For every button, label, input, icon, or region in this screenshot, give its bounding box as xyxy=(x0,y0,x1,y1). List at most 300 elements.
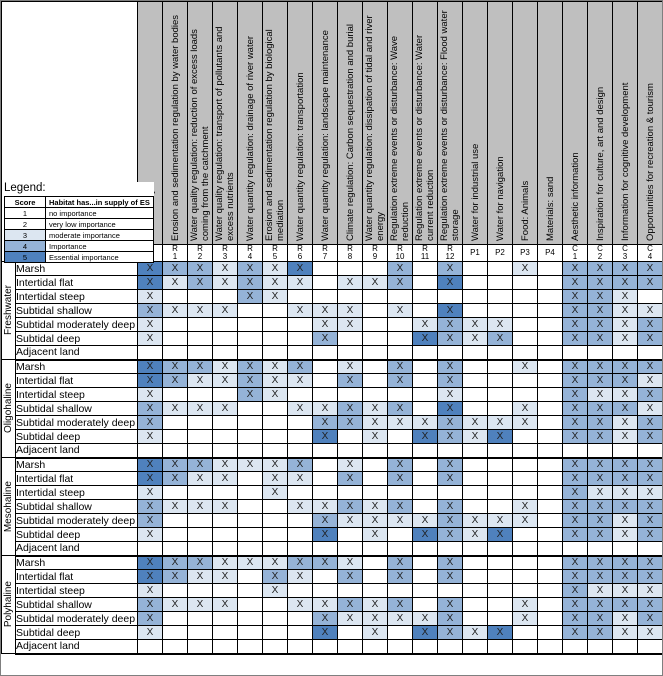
row-label: Intertidal flat xyxy=(16,374,138,388)
matrix-cell-r10: X xyxy=(388,402,413,416)
matrix-cell-r12 xyxy=(438,542,463,556)
habitat-row xyxy=(2,570,663,584)
matrix-cell-c1: X xyxy=(563,514,588,528)
matrix-cell-p1 xyxy=(463,402,488,416)
matrix-cell-p4 xyxy=(538,262,563,276)
matrix-cell-r10 xyxy=(388,444,413,458)
matrix-cell-p2: X xyxy=(488,332,513,346)
matrix-cell-r6: X xyxy=(288,556,313,570)
legend-row xyxy=(5,208,154,219)
matrix-cell-p1: X xyxy=(463,514,488,528)
legend-table xyxy=(4,196,154,263)
matrix-cell-r5: X xyxy=(263,290,288,304)
matrix-cell-c2: X xyxy=(588,304,613,318)
matrix-cell-r7: X xyxy=(313,626,338,640)
matrix-cell-r6 xyxy=(288,346,313,360)
row-label: Subtidal moderately deep xyxy=(16,416,138,430)
matrix-cell-r10 xyxy=(388,528,413,542)
column-code-r4: R 4 xyxy=(238,245,263,262)
matrix-cell-r5 xyxy=(263,346,288,360)
matrix-cell-r9 xyxy=(363,374,388,388)
matrix-cell-r9 xyxy=(363,640,388,654)
matrix-cell-r2 xyxy=(188,626,213,640)
matrix-cell-p2 xyxy=(488,472,513,486)
matrix-cell-c1 xyxy=(563,640,588,654)
matrix-cell-r12: X xyxy=(438,570,463,584)
matrix-cell-r8 xyxy=(338,486,363,500)
matrix-cell-r10 xyxy=(388,430,413,444)
matrix-cell-c1 xyxy=(563,346,588,360)
matrix-cell-r11 xyxy=(413,584,438,598)
matrix-cell-r8: X xyxy=(338,360,363,374)
matrix-cell-r3 xyxy=(213,444,238,458)
matrix-cell-s: X xyxy=(138,318,163,332)
matrix-cell-p3 xyxy=(513,332,538,346)
matrix-cell-p4 xyxy=(538,304,563,318)
matrix-cell-c1: X xyxy=(563,388,588,402)
column-code-c3: C 3 xyxy=(613,245,638,262)
matrix-cell-r7: X xyxy=(313,318,338,332)
matrix-cell-r6 xyxy=(288,318,313,332)
row-label: Subtidal moderately deep xyxy=(16,514,138,528)
matrix-cell-r4 xyxy=(238,430,263,444)
column-code-r2: R 2 xyxy=(188,245,213,262)
matrix-cell-r2 xyxy=(188,388,213,402)
matrix-cell-r4 xyxy=(238,528,263,542)
matrix-cell-r10 xyxy=(388,318,413,332)
matrix-cell-c2: X xyxy=(588,374,613,388)
legend-score: 1 xyxy=(5,208,46,219)
matrix-cell-p2 xyxy=(488,290,513,304)
matrix-cell-c2: X xyxy=(588,262,613,276)
matrix-cell-p1 xyxy=(463,374,488,388)
matrix-cell-r2 xyxy=(188,290,213,304)
column-header-p4: Materials: sand xyxy=(538,2,563,245)
matrix-cell-p1 xyxy=(463,304,488,318)
matrix-cell-r12: X xyxy=(438,528,463,542)
habitat-row xyxy=(2,346,663,360)
matrix-cell-p1: X xyxy=(463,528,488,542)
matrix-cell-r7 xyxy=(313,458,338,472)
matrix-cell-p4 xyxy=(538,430,563,444)
matrix-cell-p1: X xyxy=(463,626,488,640)
matrix-cell-r1 xyxy=(163,318,188,332)
matrix-cell-s: X xyxy=(138,528,163,542)
matrix-cell-r5 xyxy=(263,430,288,444)
row-label: Intertidal flat xyxy=(16,472,138,486)
matrix-cell-c1: X xyxy=(563,486,588,500)
matrix-cell-s: X xyxy=(138,598,163,612)
matrix-cell-r11 xyxy=(413,598,438,612)
matrix-cell-c2: X xyxy=(588,402,613,416)
group-label-mesohaline: Mesohaline xyxy=(2,458,16,556)
matrix-cell-r5 xyxy=(263,612,288,626)
matrix-cell-r5: X xyxy=(263,276,288,290)
matrix-cell-r4: X xyxy=(238,388,263,402)
matrix-cell-p2 xyxy=(488,500,513,514)
matrix-cell-p3: X xyxy=(513,262,538,276)
legend-score: 3 xyxy=(5,230,46,241)
matrix-cell-r7 xyxy=(313,388,338,402)
legend xyxy=(4,182,154,263)
matrix-cell-r12: X xyxy=(438,598,463,612)
matrix-cell-r5: X xyxy=(263,262,288,276)
matrix-cell-c1: X xyxy=(563,626,588,640)
matrix-cell-r10: X xyxy=(388,556,413,570)
matrix-cell-r4: X xyxy=(238,360,263,374)
matrix-cell-r4 xyxy=(238,402,263,416)
matrix-cell-r5: X xyxy=(263,570,288,584)
matrix-cell-r9: X xyxy=(363,276,388,290)
matrix-cell-s: X xyxy=(138,304,163,318)
matrix-cell-c4: X xyxy=(638,416,663,430)
row-label: Subtidal shallow xyxy=(16,304,138,318)
matrix-cell-r12 xyxy=(438,290,463,304)
matrix-cell-r12: X xyxy=(438,430,463,444)
matrix-cell-r2: X xyxy=(188,402,213,416)
matrix-cell-r2 xyxy=(188,486,213,500)
matrix-cell-r11 xyxy=(413,374,438,388)
matrix-cell-r9 xyxy=(363,542,388,556)
matrix-cell-r4: X xyxy=(238,262,263,276)
legend-row xyxy=(5,252,154,263)
matrix-cell-p3: X xyxy=(513,360,538,374)
matrix-cell-r1: X xyxy=(163,262,188,276)
matrix-cell-p3 xyxy=(513,346,538,360)
matrix-cell-c4: X xyxy=(638,556,663,570)
matrix-cell-p3 xyxy=(513,486,538,500)
matrix-cell-r3: X xyxy=(213,458,238,472)
matrix-cell-r6 xyxy=(288,584,313,598)
matrix-cell-c4: X xyxy=(638,500,663,514)
habitat-row xyxy=(2,598,663,612)
matrix-cell-r8: X xyxy=(338,514,363,528)
row-label: Subtidal shallow xyxy=(16,500,138,514)
matrix-cell-r10: X xyxy=(388,598,413,612)
matrix-cell-p4 xyxy=(538,584,563,598)
column-code-c1: C 1 xyxy=(563,245,588,262)
matrix-cell-c1: X xyxy=(563,556,588,570)
matrix-cell-c2: X xyxy=(588,584,613,598)
matrix-cell-c4: X xyxy=(638,514,663,528)
matrix-cell-r11: X xyxy=(413,626,438,640)
matrix-cell-c3 xyxy=(613,444,638,458)
matrix-cell-c2: X xyxy=(588,528,613,542)
matrix-cell-r4 xyxy=(238,416,263,430)
matrix-cell-r7: X xyxy=(313,416,338,430)
matrix-cell-c3: X xyxy=(613,626,638,640)
matrix-cell-c2: X xyxy=(588,556,613,570)
matrix-cell-r5 xyxy=(263,332,288,346)
matrix-cell-p1 xyxy=(463,276,488,290)
matrix-cell-r4 xyxy=(238,626,263,640)
matrix-cell-c3: X xyxy=(613,276,638,290)
matrix-cell-r11: X xyxy=(413,430,438,444)
matrix-cell-r11: X xyxy=(413,612,438,626)
column-code-r8: R 8 xyxy=(338,245,363,262)
matrix-cell-c2: X xyxy=(588,514,613,528)
matrix-cell-c1: X xyxy=(563,262,588,276)
habitat-row xyxy=(2,640,663,654)
matrix-cell-r3: X xyxy=(213,556,238,570)
matrix-cell-p4 xyxy=(538,542,563,556)
matrix-cell-c4 xyxy=(638,290,663,304)
matrix-cell-p3 xyxy=(513,584,538,598)
matrix-cell-p4 xyxy=(538,416,563,430)
matrix-cell-r2 xyxy=(188,514,213,528)
matrix-cell-r5: X xyxy=(263,486,288,500)
matrix-cell-r4 xyxy=(238,542,263,556)
matrix-cell-r2: X xyxy=(188,458,213,472)
matrix-cell-r1 xyxy=(163,584,188,598)
row-label: Marsh xyxy=(16,556,138,570)
matrix-cell-r8 xyxy=(338,290,363,304)
matrix-cell-p1 xyxy=(463,444,488,458)
matrix-cell-r2 xyxy=(188,332,213,346)
matrix-cell-p3 xyxy=(513,626,538,640)
matrix-cell-r2: X xyxy=(188,276,213,290)
matrix-cell-r10 xyxy=(388,290,413,304)
matrix-cell-r2 xyxy=(188,430,213,444)
matrix-cell-r1 xyxy=(163,640,188,654)
matrix-cell-p4 xyxy=(538,626,563,640)
matrix-cell-r10: X xyxy=(388,304,413,318)
matrix-cell-r7: X xyxy=(313,332,338,346)
matrix-cell-r2: X xyxy=(188,360,213,374)
matrix-cell-p3 xyxy=(513,318,538,332)
row-label: Intertidal steep xyxy=(16,486,138,500)
matrix-cell-p1 xyxy=(463,262,488,276)
matrix-cell-p2 xyxy=(488,486,513,500)
matrix-cell-s: X xyxy=(138,500,163,514)
matrix-cell-r7 xyxy=(313,570,338,584)
matrix-cell-r12: X xyxy=(438,472,463,486)
matrix-cell-r8 xyxy=(338,444,363,458)
matrix-cell-r2 xyxy=(188,542,213,556)
matrix-cell-r3: X xyxy=(213,598,238,612)
matrix-cell-r9: X xyxy=(363,528,388,542)
matrix-cell-r11: X xyxy=(413,318,438,332)
legend-row xyxy=(5,219,154,230)
matrix-cell-p1: X xyxy=(463,332,488,346)
matrix-cell-r12: X xyxy=(438,318,463,332)
matrix-cell-r7 xyxy=(313,374,338,388)
habitat-row xyxy=(2,458,663,472)
matrix-cell-p4 xyxy=(538,598,563,612)
matrix-cell-c4 xyxy=(638,542,663,556)
matrix-cell-c1: X xyxy=(563,528,588,542)
group-label-polyhaline: Polyhaline xyxy=(2,556,16,654)
matrix-cell-c3: X xyxy=(613,458,638,472)
matrix-cell-r8: X xyxy=(338,570,363,584)
matrix-cell-c2: X xyxy=(588,388,613,402)
matrix-cell-s: X xyxy=(138,584,163,598)
matrix-cell-p2 xyxy=(488,458,513,472)
matrix-cell-r11 xyxy=(413,444,438,458)
matrix-cell-r4 xyxy=(238,640,263,654)
matrix-cell-p3: X xyxy=(513,416,538,430)
matrix-cell-s: X xyxy=(138,276,163,290)
column-code-r7: R 7 xyxy=(313,245,338,262)
matrix-cell-p2: X xyxy=(488,514,513,528)
matrix-cell-p2: X xyxy=(488,528,513,542)
matrix-cell-r2 xyxy=(188,612,213,626)
column-header-r2: Water quality regulation: reduction of excess loads coming from the catchment xyxy=(188,2,213,245)
matrix-cell-p1 xyxy=(463,290,488,304)
column-header-c1: Aesthetic information xyxy=(563,2,588,245)
matrix-cell-r5 xyxy=(263,542,288,556)
matrix-cell-r3: X xyxy=(213,304,238,318)
matrix-cell-c2: X xyxy=(588,332,613,346)
column-header-c4: Opportunities for recreation & tourism xyxy=(638,2,663,245)
habitat-row xyxy=(2,318,663,332)
matrix-cell-r5: X xyxy=(263,556,288,570)
matrix-cell-p1 xyxy=(463,584,488,598)
matrix-cell-p2 xyxy=(488,388,513,402)
matrix-cell-r4 xyxy=(238,514,263,528)
matrix-cell-c2: X xyxy=(588,626,613,640)
matrix-cell-r1 xyxy=(163,444,188,458)
matrix-cell-s: X xyxy=(138,570,163,584)
matrix-cell-c2: X xyxy=(588,290,613,304)
matrix-cell-p2 xyxy=(488,444,513,458)
matrix-cell-s: X xyxy=(138,626,163,640)
matrix-cell-r1: X xyxy=(163,598,188,612)
row-label: Marsh xyxy=(16,360,138,374)
matrix-cell-p1 xyxy=(463,612,488,626)
legend-description: moderate importance xyxy=(46,230,154,241)
matrix-cell-r3 xyxy=(213,514,238,528)
matrix-cell-r9: X xyxy=(363,402,388,416)
matrix-cell-p2 xyxy=(488,346,513,360)
matrix-cell-r1: X xyxy=(163,472,188,486)
matrix-cell-c2: X xyxy=(588,360,613,374)
matrix-cell-r5 xyxy=(263,416,288,430)
row-label: Subtidal deep xyxy=(16,626,138,640)
matrix-cell-p3 xyxy=(513,276,538,290)
habitat-row xyxy=(2,290,663,304)
matrix-cell-r2: X xyxy=(188,304,213,318)
matrix-cell-c4: X xyxy=(638,318,663,332)
habitat-row xyxy=(2,276,663,290)
row-label: Adjacent land xyxy=(16,346,138,360)
matrix-cell-r11 xyxy=(413,304,438,318)
matrix-cell-c1: X xyxy=(563,318,588,332)
matrix-cell-c1: X xyxy=(563,332,588,346)
matrix-cell-r8 xyxy=(338,584,363,598)
matrix-cell-c2: X xyxy=(588,570,613,584)
matrix-cell-r3 xyxy=(213,584,238,598)
matrix-cell-p4 xyxy=(538,360,563,374)
matrix-cell-p2 xyxy=(488,640,513,654)
matrix-cell-r4 xyxy=(238,304,263,318)
matrix-cell-c4: X xyxy=(638,612,663,626)
matrix-cell-r11 xyxy=(413,290,438,304)
matrix-cell-r8: X xyxy=(338,556,363,570)
matrix-cell-c1 xyxy=(563,444,588,458)
legend-title: Legend: xyxy=(4,182,46,194)
matrix-cell-c3: X xyxy=(613,612,638,626)
matrix-cell-r9: X xyxy=(363,500,388,514)
matrix-cell-p3 xyxy=(513,640,538,654)
matrix-cell-r4: X xyxy=(238,556,263,570)
matrix-cell-r6 xyxy=(288,542,313,556)
matrix-cell-r7 xyxy=(313,486,338,500)
column-code-r1: R 1 xyxy=(163,245,188,262)
matrix-cell-r11 xyxy=(413,402,438,416)
matrix-cell-r6: X xyxy=(288,276,313,290)
matrix-cell-r9 xyxy=(363,346,388,360)
matrix-cell-p3 xyxy=(513,556,538,570)
matrix-cell-p1 xyxy=(463,556,488,570)
matrix-cell-r5: X xyxy=(263,374,288,388)
matrix-cell-c1: X xyxy=(563,374,588,388)
matrix-cell-r7: X xyxy=(313,612,338,626)
matrix-cell-r2: X xyxy=(188,556,213,570)
matrix-cell-p4 xyxy=(538,612,563,626)
matrix-cell-p3 xyxy=(513,388,538,402)
habitat-row xyxy=(2,556,663,570)
legend-row xyxy=(5,241,154,252)
matrix-cell-p4 xyxy=(538,570,563,584)
matrix-cell-r8 xyxy=(338,542,363,556)
habitat-row xyxy=(2,584,663,598)
matrix-cell-c4: X xyxy=(638,402,663,416)
matrix-cell-r4 xyxy=(238,486,263,500)
matrix-cell-r5 xyxy=(263,444,288,458)
matrix-cell-r6 xyxy=(288,388,313,402)
legend-row xyxy=(5,230,154,241)
matrix-cell-r3 xyxy=(213,332,238,346)
matrix-cell-r1: X xyxy=(163,360,188,374)
matrix-cell-r7: X xyxy=(313,598,338,612)
matrix-cell-r1 xyxy=(163,388,188,402)
matrix-cell-r10 xyxy=(388,584,413,598)
matrix-cell-r2 xyxy=(188,416,213,430)
matrix-cell-r6 xyxy=(288,486,313,500)
matrix-cell-r3 xyxy=(213,290,238,304)
matrix-cell-r9 xyxy=(363,458,388,472)
matrix-cell-r7 xyxy=(313,360,338,374)
matrix-cell-p4 xyxy=(538,500,563,514)
habitat-row xyxy=(2,388,663,402)
matrix-cell-s: X xyxy=(138,290,163,304)
row-label: Intertidal flat xyxy=(16,570,138,584)
matrix-cell-r1 xyxy=(163,332,188,346)
matrix-cell-p1 xyxy=(463,388,488,402)
matrix-cell-p2: X xyxy=(488,416,513,430)
habitat-row xyxy=(2,262,663,276)
matrix-cell-p3 xyxy=(513,570,538,584)
matrix-cell-r6 xyxy=(288,416,313,430)
legend-description: no importance xyxy=(46,208,154,219)
matrix-cell-r10: X xyxy=(388,360,413,374)
matrix-cell-r10: X xyxy=(388,458,413,472)
matrix-cell-s: X xyxy=(138,374,163,388)
matrix-cell-r6: X xyxy=(288,402,313,416)
matrix-cell-r3 xyxy=(213,318,238,332)
matrix-cell-r4: X xyxy=(238,374,263,388)
matrix-cell-r9 xyxy=(363,360,388,374)
matrix-cell-r7 xyxy=(313,472,338,486)
matrix-cell-r7 xyxy=(313,346,338,360)
matrix-cell-r12: X xyxy=(438,360,463,374)
legend-col-desc: Habitat has...in supply of ES xyxy=(46,197,154,208)
matrix-cell-r6: X xyxy=(288,304,313,318)
matrix-cell-p4 xyxy=(538,332,563,346)
matrix-cell-r5: X xyxy=(263,388,288,402)
matrix-cell-c3: X xyxy=(613,262,638,276)
